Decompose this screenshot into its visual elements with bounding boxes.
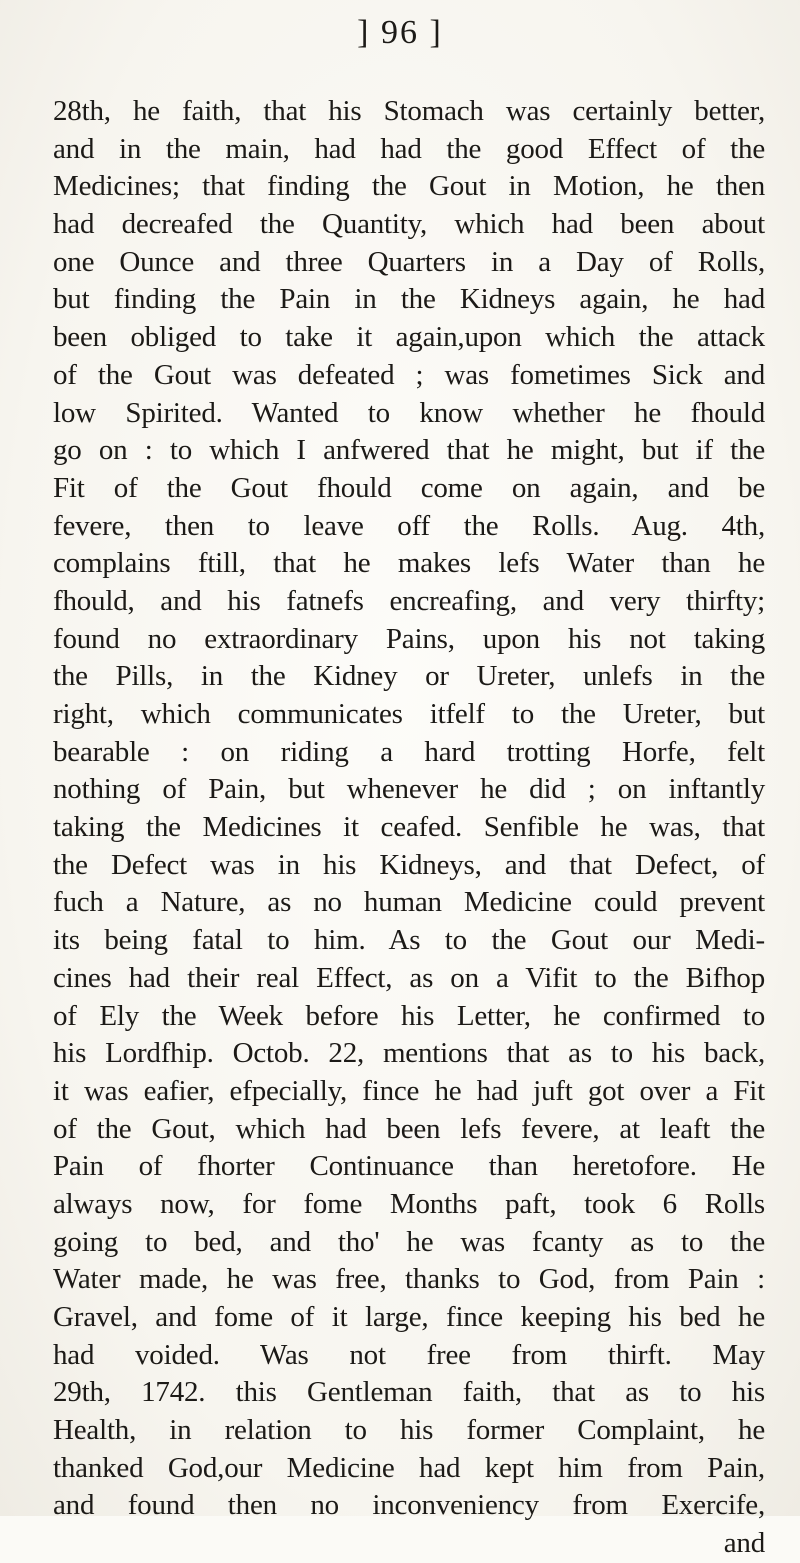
text-line: Fit of the Gout fhould come on again, and be [53, 471, 765, 504]
text-line: going to bed, and tho' he was fcanty as to the [53, 1225, 765, 1258]
text-line: right, which communicates itfelf to the Ureter, but [53, 698, 765, 730]
text-line: 28th, he faith, that his Stomach was certainly better, [53, 95, 765, 127]
text-line: Medicines; that finding the Gout in Motion, he then [53, 170, 765, 203]
page-number: ] 96 ] [357, 14, 443, 51]
text-line: Pain of fhorter Continuance than heretofore. He [53, 1150, 765, 1183]
text-line: had decreafed the Quantity, which had been about [53, 208, 765, 241]
text-line: its being fatal to him. As to the Gout our Medi- [53, 924, 765, 957]
text-line: taking the Medicines it ceafed. Senfible he was, that [53, 811, 765, 844]
text-line: and found then no inconveniency from Exercife, [53, 1489, 765, 1522]
text-line: Health, in relation to his former Complaint, he [53, 1414, 765, 1447]
text-line: bearable : on riding a hard trotting Horfe, felt [53, 735, 765, 768]
text-line: one Ounce and three Quarters in a Day of Rolls, [53, 245, 765, 278]
text-line: fuch a Nature, as no human Medicine could prevent [53, 886, 765, 919]
text-line: been obliged to take it again,upon which the attack [53, 321, 765, 354]
text-line: low Spirited. Wanted to know whether he fhould [53, 396, 765, 429]
text-line: but finding the Pain in the Kidneys again, he had [53, 283, 765, 316]
text-line: found no extraordinary Pains, upon his not taking [53, 622, 765, 655]
text-line: his Lordfhip. Octob. 22, mentions that as to his back, [53, 1037, 765, 1070]
text-line: cines had their real Effect, as on a Vifit to the Bifhop [53, 961, 765, 994]
text-line: Water made, he was free, thanks to God, from Pain : [53, 1263, 765, 1296]
text-line: go on : to which I anfwered that he might, but if the [53, 434, 765, 467]
text-line: and in the main, had had the good Effect of the [53, 132, 765, 165]
text-line: the Defect was in his Kidneys, and that Defect, of [53, 848, 765, 881]
text-line: complains ftill, that he makes lefs Water than he [53, 547, 765, 580]
text-line: fevere, then to leave off the Rolls. Aug. 4th, [53, 509, 765, 542]
text-line: 29th, 1742. this Gentleman faith, that as to his [53, 1376, 765, 1409]
text-line: had voided. Was not free from thirft. May [53, 1338, 765, 1371]
text-line: fhould, and his fatnefs encreafing, and very thirfty; [53, 584, 765, 617]
text-line: of Ely the Week before his Letter, he confirmed to [53, 999, 765, 1032]
text-line: the Pills, in the Kidney or Ureter, unlefs in the [53, 660, 765, 693]
catchword: and [723, 1527, 765, 1560]
text-line: it was eafier, efpecially, fince he had juft got over a Fit [53, 1074, 765, 1107]
text-line: thanked God,our Medicine had kept him from Pain, [53, 1451, 765, 1484]
text-line: always now, for fome Months paft, took 6 Rolls [53, 1187, 765, 1220]
text-line: nothing of Pain, but whenever he did ; on inftantly [53, 773, 765, 806]
text-line: Gravel, and fome of it large, fince keeping his bed he [53, 1301, 765, 1333]
text-line: of the Gout was defeated ; was fometimes Sick and [53, 358, 765, 391]
body-text [53, 93, 765, 1563]
text-line: of the Gout, which had been lefs fevere, at leaft the [53, 1112, 765, 1145]
